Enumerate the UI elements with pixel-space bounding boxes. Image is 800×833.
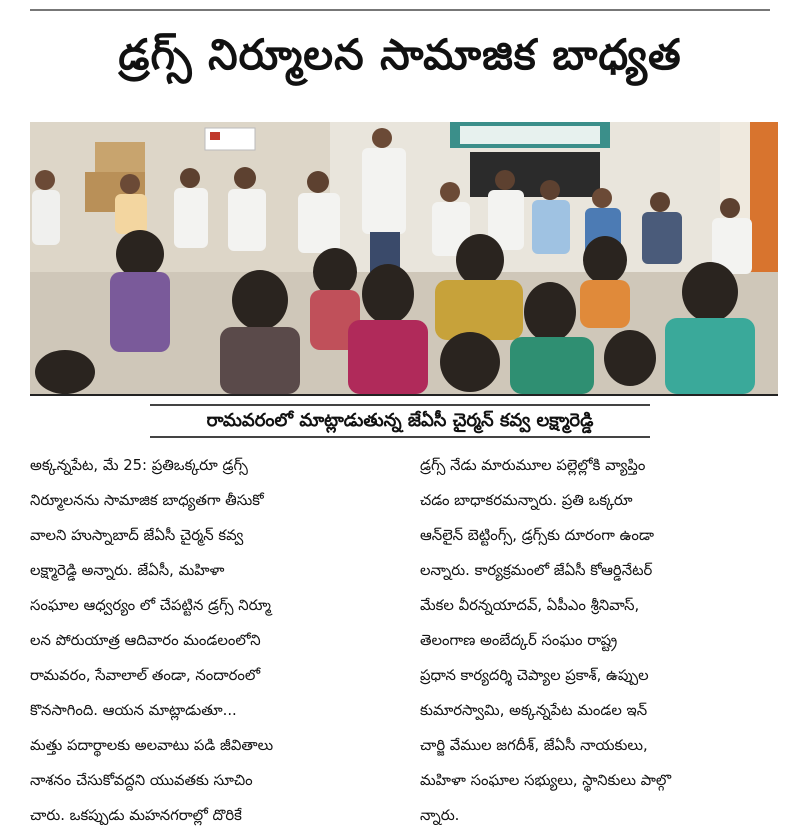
article-line: మేకల వీరన్నయాదవ్, ఏపీఎం శ్రీనివాస్, <box>420 597 640 614</box>
top-rule <box>30 9 770 11</box>
article-line: మహిళా సంఘాల సభ్యులు, స్థానికులు పాల్గొ <box>420 772 672 789</box>
article-column-right <box>420 448 776 833</box>
article-line: మత్తు పదార్థాలకు అలవాటు పడి జీవితాలు <box>30 737 274 754</box>
headline: డ్రగ్స్ నిర్మూలన సామాజిక బాధ్యత <box>118 30 682 79</box>
article-line: లక్ష్మారెడ్డి అన్నారు. జేఏసీ, మహిళా <box>30 562 225 579</box>
article-line: కొనసాగింది. ఆయన మాట్లాడుతూ... <box>30 702 237 719</box>
photo-caption: రామవరంలో మాట్లాడుతున్న జేఏసీ చైర్మన్ కవ్వ లక్ష్మారెడ్డి <box>206 410 594 431</box>
article-line: ఆన్‌లైన్ బెట్టింగ్స్, డ్రగ్స్‌కు దూరంగా ఉండా <box>420 527 655 544</box>
article-line: చార్జి వేముల జగదీశ్, జేఏసీ నాయకులు, <box>420 737 648 754</box>
article-line: కుమారస్వామి, అక్కన్నపేట మండల ఇన్ <box>420 702 648 719</box>
article-line: చడం బాధాకరమన్నారు. ప్రతి ఒక్కరూ <box>420 492 633 509</box>
article-line: సంఘాల ఆధ్వర్యం లో చేపట్టిన డ్రగ్స్ నిర్మూ <box>30 597 272 614</box>
article-column-left <box>30 448 386 833</box>
article-line: లన్నారు. కార్యక్రమంలో జేఏసీ కోఆర్డినేటర్ <box>420 562 653 579</box>
article-line: చారు. ఒకప్పుడు మహనగరాల్లో దొరికే <box>30 807 242 824</box>
article-line: తెలంగాణ అంబేద్కర్ సంఘం రాష్ట్ర <box>420 632 618 649</box>
article-line: వాలని హుస్నాబాద్ జేఏసీ చైర్మన్ కవ్వ <box>30 527 244 544</box>
article-line: అక్కన్నపేట, మే 25: ప్రతిఒక్కరూ డ్రగ్స్ <box>30 457 248 474</box>
news-photo <box>30 122 778 396</box>
meeting-photo <box>30 122 778 394</box>
article-line: నాశనం చేసుకోవద్దని యువతకు సూచిం <box>30 772 253 789</box>
article-line: లన పోరుయాత్ర ఆదివారం మండలంలోని <box>30 632 261 649</box>
article-line: న్నారు. <box>420 807 460 824</box>
article-line: రామవరం, సేవాలాల్ తండా, నందారంలో <box>30 667 261 684</box>
photo-caption-box <box>150 404 650 438</box>
article-line: డ్రగ్స్ నేడు మారుమూల పల్లెల్లోకి వ్యాప్తిం <box>420 457 646 474</box>
article-line: ప్రధాన కార్యదర్శి చెప్యాల ప్రకాశ్, ఉప్పుల <box>420 667 649 684</box>
article-line: నిర్మూలనను సామాజిక బాధ్యతగా తీసుకో <box>30 492 264 509</box>
